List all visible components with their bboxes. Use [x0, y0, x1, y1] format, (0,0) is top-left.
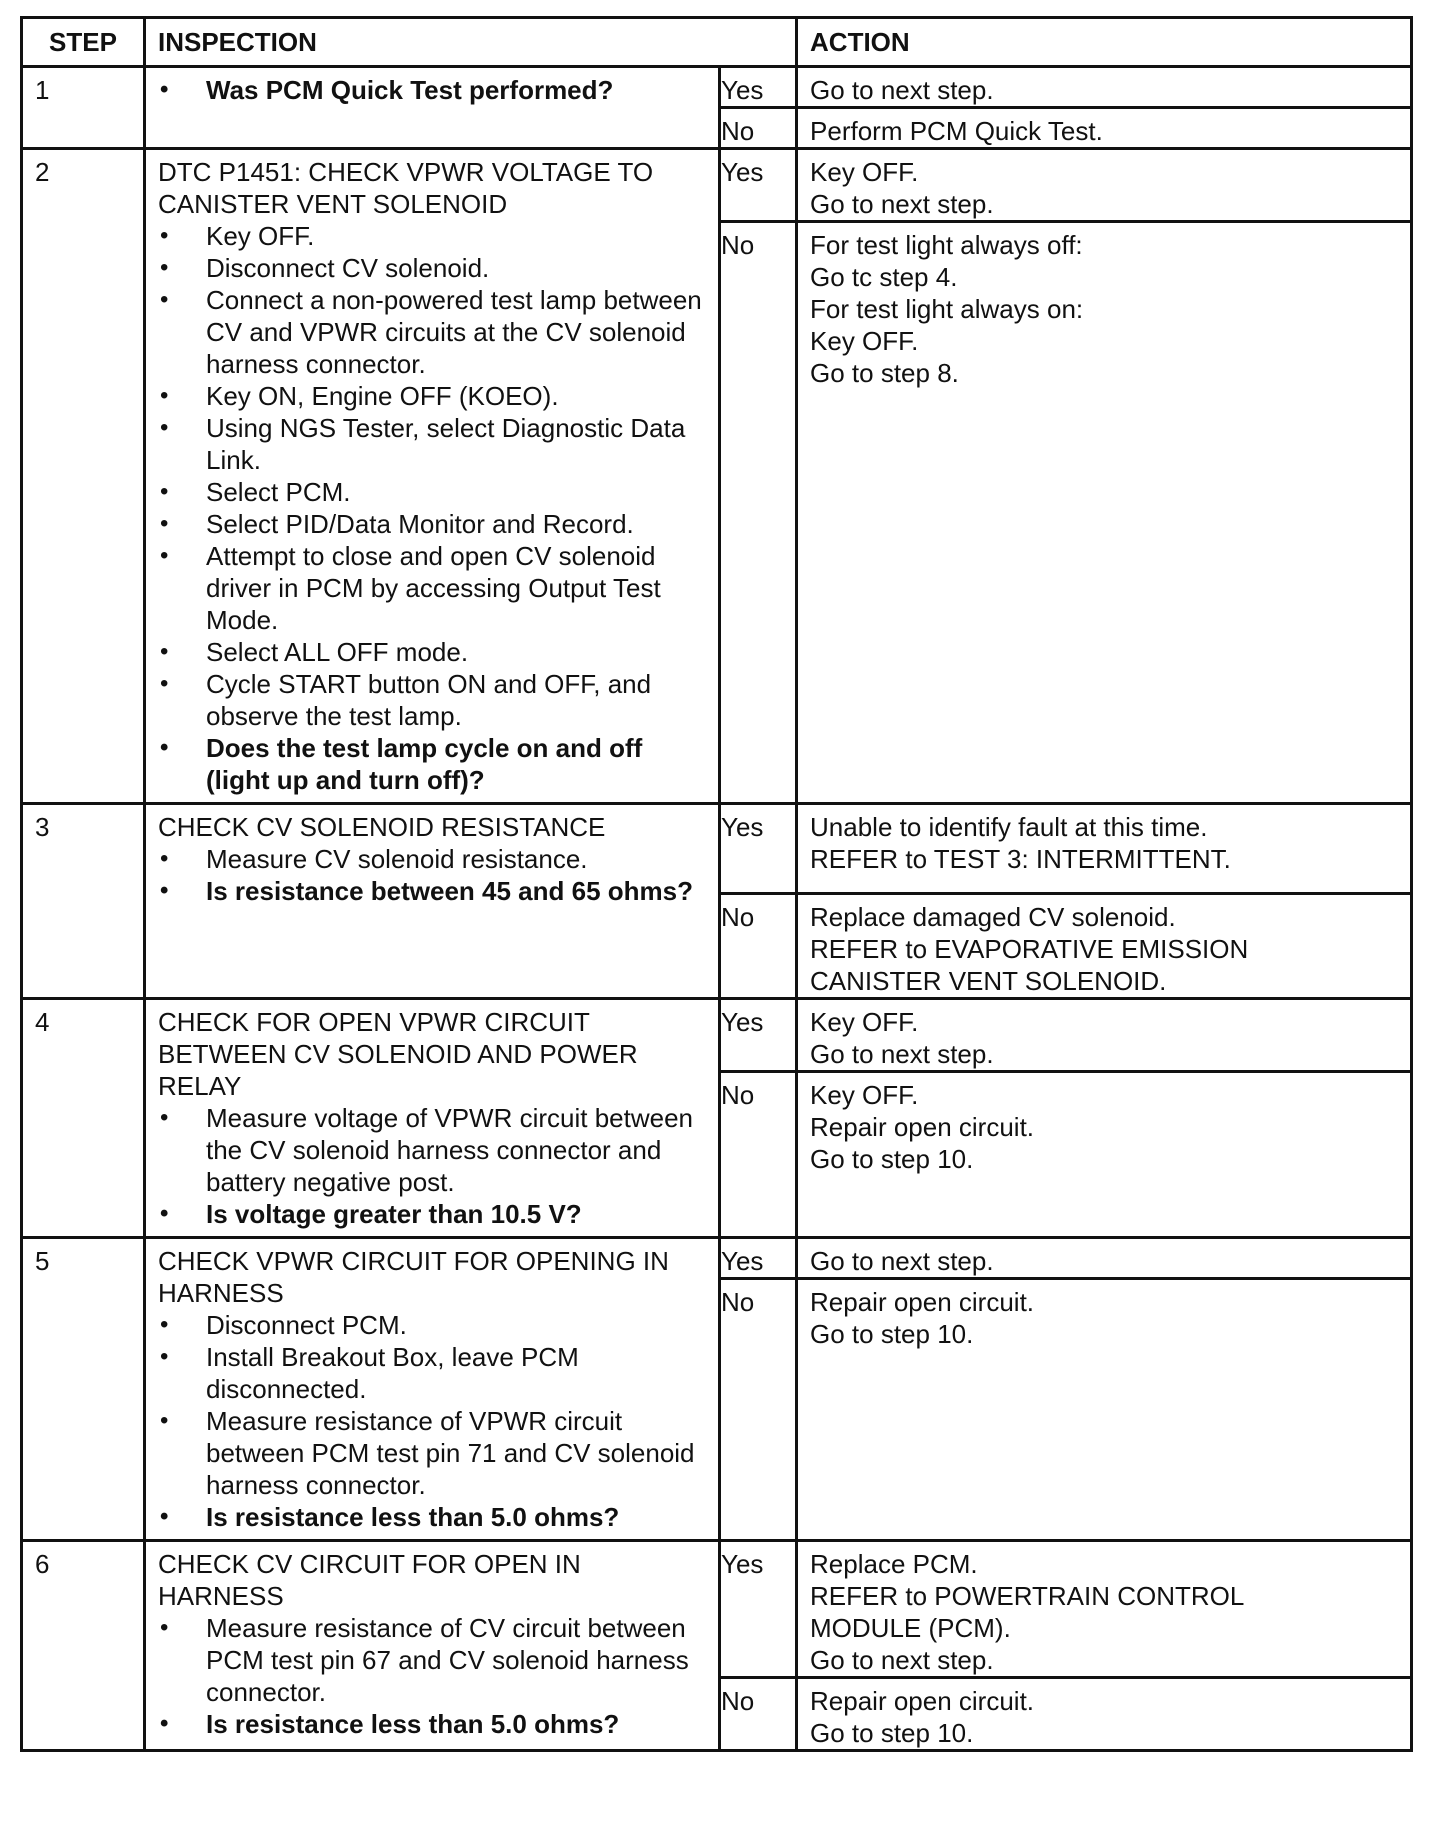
inspection-bullets	[158, 843, 706, 907]
action-line: REFER to POWERTRAIN CONTROL	[810, 1581, 1245, 1611]
action-line: Key OFF.	[810, 1007, 919, 1037]
action-line: Key OFF.	[810, 1080, 919, 1110]
answer-no: No	[720, 1678, 797, 1751]
header-step: STEP	[22, 18, 145, 67]
action-cell	[797, 1238, 1412, 1279]
inspection-instruction: • Attempt to close and open CV solenoid driver in PCM by accessing Output Test Mode.	[158, 540, 706, 636]
inspection-instruction: • Select ALL OFF mode.	[158, 636, 706, 668]
action-cell	[797, 1541, 1412, 1678]
inspection-instruction: • Install Breakout Box, leave PCM disconnected.	[158, 1341, 706, 1405]
action-line: CANISTER VENT SOLENOID.	[810, 966, 1167, 996]
answer-no: No	[720, 222, 797, 804]
action-line: Key OFF.	[810, 326, 919, 356]
action-cell	[797, 1279, 1412, 1541]
action-line: Go to next step.	[810, 1645, 994, 1675]
header-action: ACTION	[797, 18, 1412, 67]
inspection-title: DTC P1451: CHECK VPWR VOLTAGE TO CANISTER VENT SOLENOID	[158, 157, 654, 219]
step-number: 4	[22, 999, 145, 1238]
inspection-instruction: • Disconnect CV solenoid.	[158, 252, 706, 284]
action-cell	[797, 222, 1412, 804]
answer-yes: Yes	[720, 999, 797, 1072]
inspection-cell	[145, 1541, 720, 1751]
step-number: 5	[22, 1238, 145, 1541]
action-line: Go to next step.	[810, 189, 994, 219]
answer-yes: Yes	[720, 804, 797, 894]
step-number: 1	[22, 67, 145, 149]
inspection-bullets	[158, 1612, 706, 1740]
inspection-title: CHECK CV CIRCUIT FOR OPEN IN HARNESS	[158, 1549, 581, 1611]
answer-no: No	[720, 894, 797, 999]
inspection-instruction: • Measure CV solenoid resistance.	[158, 843, 706, 875]
action-line: Go to step 10.	[810, 1718, 974, 1748]
action-line: For test light always off:	[810, 230, 1083, 260]
inspection-instruction: • Measure voltage of VPWR circuit between the CV solenoid harness connector and battery negative post.	[158, 1102, 706, 1198]
answer-yes: Yes	[720, 149, 797, 222]
action-cell	[797, 149, 1412, 222]
inspection-title: CHECK CV SOLENOID RESISTANCE	[158, 812, 606, 842]
action-line: Unable to identify fault at this time.	[810, 812, 1208, 842]
inspection-question: • Is resistance less than 5.0 ohms?	[158, 1501, 706, 1533]
inspection-instruction: • Select PCM.	[158, 476, 706, 508]
inspection-question: • Does the test lamp cycle on and off (light up and turn off)?	[158, 732, 706, 796]
action-line: Replace damaged CV solenoid.	[810, 902, 1176, 932]
step-number: 6	[22, 1541, 145, 1751]
step-row-4-yes	[22, 999, 1412, 1072]
action-line: REFER to EVAPORATIVE EMISSION	[810, 934, 1249, 964]
action-cell	[797, 108, 1412, 149]
inspection-instruction: • Key OFF.	[158, 220, 706, 252]
action-line: Repair open circuit.	[810, 1686, 1035, 1716]
inspection-instruction: • Using NGS Tester, select Diagnostic Data Link.	[158, 412, 706, 476]
inspection-instruction: • Select PID/Data Monitor and Record.	[158, 508, 706, 540]
action-cell	[797, 999, 1412, 1072]
action-line: Go tc step 4.	[810, 262, 958, 292]
action-line: Go to step 8.	[810, 358, 959, 388]
inspection-instruction: • Disconnect PCM.	[158, 1309, 706, 1341]
action-line: MODULE (PCM).	[810, 1613, 1011, 1643]
action-line: REFER to TEST 3: INTERMITTENT.	[810, 844, 1231, 874]
action-cell	[797, 894, 1412, 999]
answer-yes: Yes	[720, 1541, 797, 1678]
action-line: Go to step 10.	[810, 1319, 974, 1349]
answer-no: No	[720, 1072, 797, 1238]
inspection-question: • Is resistance less than 5.0 ohms?	[158, 1708, 706, 1740]
action-line: Replace PCM.	[810, 1549, 978, 1579]
inspection-bullets	[158, 74, 706, 106]
action-line: Perform PCM Quick Test.	[810, 116, 1103, 146]
header-row	[22, 18, 1412, 67]
inspection-instruction: • Measure resistance of VPWR circuit between PCM test pin 71 and CV solenoid harness connector.	[158, 1405, 706, 1501]
step-row-3-yes	[22, 804, 1412, 894]
inspection-cell	[145, 67, 720, 149]
inspection-bullets	[158, 1309, 706, 1533]
inspection-cell	[145, 1238, 720, 1541]
inspection-bullets	[158, 1102, 706, 1230]
inspection-instruction: • Key ON, Engine OFF (KOEO).	[158, 380, 706, 412]
action-line: Go to next step.	[810, 75, 994, 105]
step-row-5-yes	[22, 1238, 1412, 1279]
answer-no: No	[720, 108, 797, 149]
diagnostic-table	[20, 16, 1413, 1752]
action-cell	[797, 804, 1412, 894]
action-cell	[797, 1072, 1412, 1238]
action-line: Go to next step.	[810, 1039, 994, 1069]
step-row-2-yes	[22, 149, 1412, 222]
step-row-1-yes	[22, 67, 1412, 108]
inspection-instruction: • Measure resistance of CV circuit between PCM test pin 67 and CV solenoid harness connector.	[158, 1612, 706, 1708]
action-cell	[797, 67, 1412, 108]
action-line: Go to step 10.	[810, 1144, 974, 1174]
inspection-cell	[145, 999, 720, 1238]
step-number: 2	[22, 149, 145, 804]
inspection-question: • Is voltage greater than 10.5 V?	[158, 1198, 706, 1230]
action-line: For test light always on:	[810, 294, 1084, 324]
action-line: Repair open circuit.	[810, 1112, 1035, 1142]
inspection-cell	[145, 804, 720, 999]
answer-no: No	[720, 1279, 797, 1541]
step-row-6-yes	[22, 1541, 1412, 1678]
action-line: Key OFF.	[810, 157, 919, 187]
action-line: Repair open circuit.	[810, 1287, 1035, 1317]
inspection-question: • Is resistance between 45 and 65 ohms?	[158, 875, 706, 907]
step-number: 3	[22, 804, 145, 999]
answer-yes: Yes	[720, 67, 797, 108]
inspection-title: CHECK FOR OPEN VPWR CIRCUIT BETWEEN CV SOLENOID AND POWER RELAY	[158, 1007, 638, 1101]
header-inspection: INSPECTION	[145, 18, 797, 67]
inspection-bullets	[158, 220, 706, 796]
table-body	[22, 67, 1412, 1751]
inspection-cell	[145, 149, 720, 804]
action-cell	[797, 1678, 1412, 1751]
inspection-instruction: • Connect a non-powered test lamp between CV and VPWR circuits at the CV solenoid harness connector.	[158, 284, 706, 380]
answer-yes: Yes	[720, 1238, 797, 1279]
inspection-question: • Was PCM Quick Test performed?	[158, 74, 706, 106]
action-line: Go to next step.	[810, 1246, 994, 1276]
inspection-instruction: • Cycle START button ON and OFF, and observe the test lamp.	[158, 668, 706, 732]
inspection-title: CHECK VPWR CIRCUIT FOR OPENING IN HARNESS	[158, 1246, 669, 1308]
